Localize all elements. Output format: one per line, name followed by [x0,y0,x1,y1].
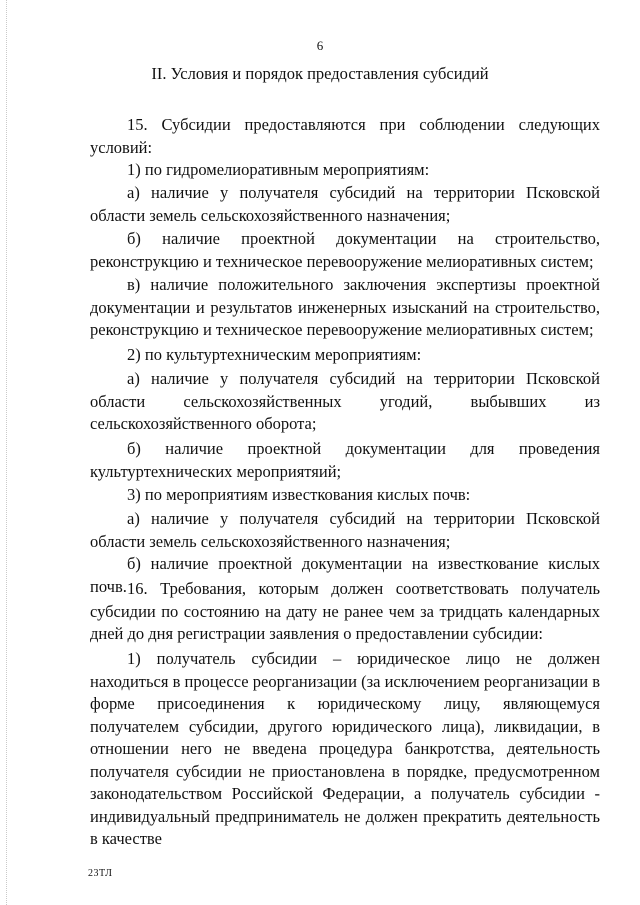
footer-code: 23ТЛ [88,868,113,879]
list-item-2-culture: 2) по культуртехническим мероприятиям: [127,345,422,364]
scan-margin-edge [6,0,8,905]
page-number: 6 [316,38,324,53]
list-item-3a: а) наличие у получателя субсидий на территории Псковской области земель сельскохозяйственного назначения; [90,509,600,551]
list-item-1-hydro: 1) по гидромелиоративным мероприятиям: [127,160,430,179]
list-item-3b: б) наличие проектной документации на известкование кислых почв. [90,554,600,596]
section-heading: II. Условия и порядок предоставления субсидий [151,64,489,83]
list-item-2a: а) наличие у получателя субсидий на территории Псковской области сельскохозяйственных угодий, выбывших из сельскохозяйственного оборота; [90,369,600,433]
list-item-1a: а) наличие у получателя субсидий на территории Псковской области земель сельскохозяйственного назначения; [90,183,600,225]
paragraph-15: 15. Субсидии предоставляются при соблюдении следующих условий: [90,115,600,157]
list-item-3-liming: 3) по мероприятиям известкования кислых почв: [127,485,471,504]
list-item-1b: б) наличие проектной документации на строительство, реконструкцию и техническое перевооружение мелиоративных систем; [90,229,600,271]
list-item-1c: в) наличие положительного заключения экспертизы проектной документации и результатов инженерных изысканий на строительство, реконструкцию и техническое перевооружение мелиоративных систем; [90,275,600,339]
list-item-2b: б) наличие проектной документации для проведения культуртехнических мероприятяий; [90,439,600,481]
list-item-16-1: 1) получатель субсидии – юридическое лицо не должен находиться в процессе реорганизации (за исключением реорганизации в форме присоединения к юридическому лицу, являющемуся получателем субсидии, другого юридического лица), ликвидации, в отношении него не введена процедура банкротства, деятельность получателя субсидии не приостановлена в порядке, предусмотренном законодательством Российской Федерации, а получатель субсидии - индивидуальный предприниматель не должен прекратить деятельность в качестве [90,649,600,848]
paragraph-16: 16. Требования, которым должен соответствовать получатель субсидии по состоянию на дату не ранее чем за тридцать календарных дней до дня регистрации заявления о предоставлении субсидии: [90,579,600,643]
